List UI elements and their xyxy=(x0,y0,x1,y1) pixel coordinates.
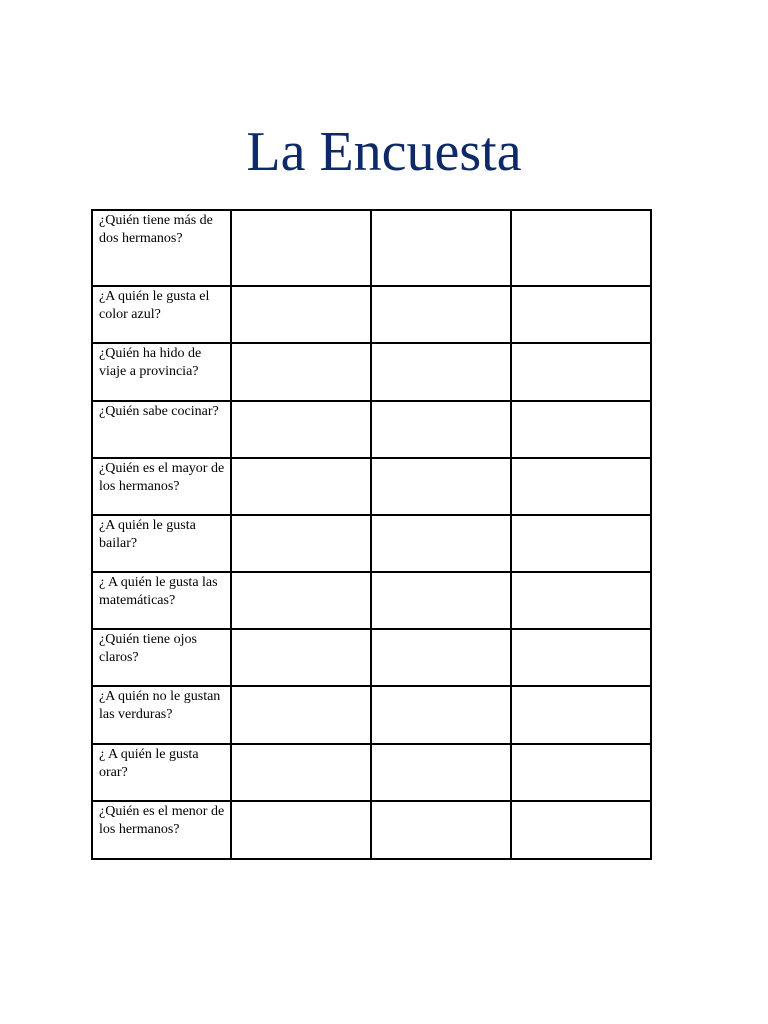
table-row xyxy=(92,686,651,744)
answer-cell xyxy=(231,286,371,343)
survey-table xyxy=(91,209,652,860)
answer-cell xyxy=(511,515,651,572)
question-cell: ¿A quién no le gustan las verduras? xyxy=(92,686,231,744)
question-cell: ¿ A quién le gusta orar? xyxy=(92,744,231,801)
answer-cell xyxy=(371,572,511,629)
answer-cell xyxy=(371,458,511,515)
question-cell: ¿ A quién le gusta las matemáticas? xyxy=(92,572,231,629)
answer-cell xyxy=(231,343,371,401)
table-row xyxy=(92,286,651,343)
question-cell: ¿Quién es el mayor de los hermanos? xyxy=(92,458,231,515)
answer-cell xyxy=(511,210,651,286)
answer-cell xyxy=(511,343,651,401)
question-cell: ¿Quién tiene ojos claros? xyxy=(92,629,231,686)
page-title: La Encuesta xyxy=(246,121,522,183)
answer-cell xyxy=(371,286,511,343)
answer-cell xyxy=(231,572,371,629)
answer-cell xyxy=(231,801,371,859)
question-cell: ¿Quién sabe cocinar? xyxy=(92,401,231,458)
table-row xyxy=(92,572,651,629)
answer-cell xyxy=(511,801,651,859)
answer-cell xyxy=(231,515,371,572)
answer-cell xyxy=(511,458,651,515)
answer-cell xyxy=(371,629,511,686)
table-row xyxy=(92,629,651,686)
answer-cell xyxy=(511,629,651,686)
answer-cell xyxy=(231,401,371,458)
table-row xyxy=(92,401,651,458)
answer-cell xyxy=(371,801,511,859)
table-row xyxy=(92,744,651,801)
answer-cell xyxy=(371,515,511,572)
answer-cell xyxy=(371,343,511,401)
question-cell: ¿Quién ha hido de viaje a provincia? xyxy=(92,343,231,401)
question-cell: ¿A quién le gusta el color azul? xyxy=(92,286,231,343)
answer-cell xyxy=(231,210,371,286)
answer-cell xyxy=(511,744,651,801)
answer-cell xyxy=(231,686,371,744)
answer-cell xyxy=(511,572,651,629)
table-row xyxy=(92,458,651,515)
answer-cell xyxy=(371,401,511,458)
table-row xyxy=(92,343,651,401)
answer-cell xyxy=(231,629,371,686)
question-cell: ¿A quién le gusta bailar? xyxy=(92,515,231,572)
table-row xyxy=(92,210,651,286)
answer-cell xyxy=(511,686,651,744)
question-cell: ¿Quién es el menor de los hermanos? xyxy=(92,801,231,859)
question-cell: ¿Quién tiene más de dos hermanos? xyxy=(92,210,231,286)
table-row xyxy=(92,515,651,572)
answer-cell xyxy=(371,210,511,286)
answer-cell xyxy=(511,286,651,343)
answer-cell xyxy=(511,401,651,458)
answer-cell xyxy=(371,686,511,744)
answer-cell xyxy=(231,744,371,801)
table-row xyxy=(92,801,651,859)
answer-cell xyxy=(371,744,511,801)
answer-cell xyxy=(231,458,371,515)
